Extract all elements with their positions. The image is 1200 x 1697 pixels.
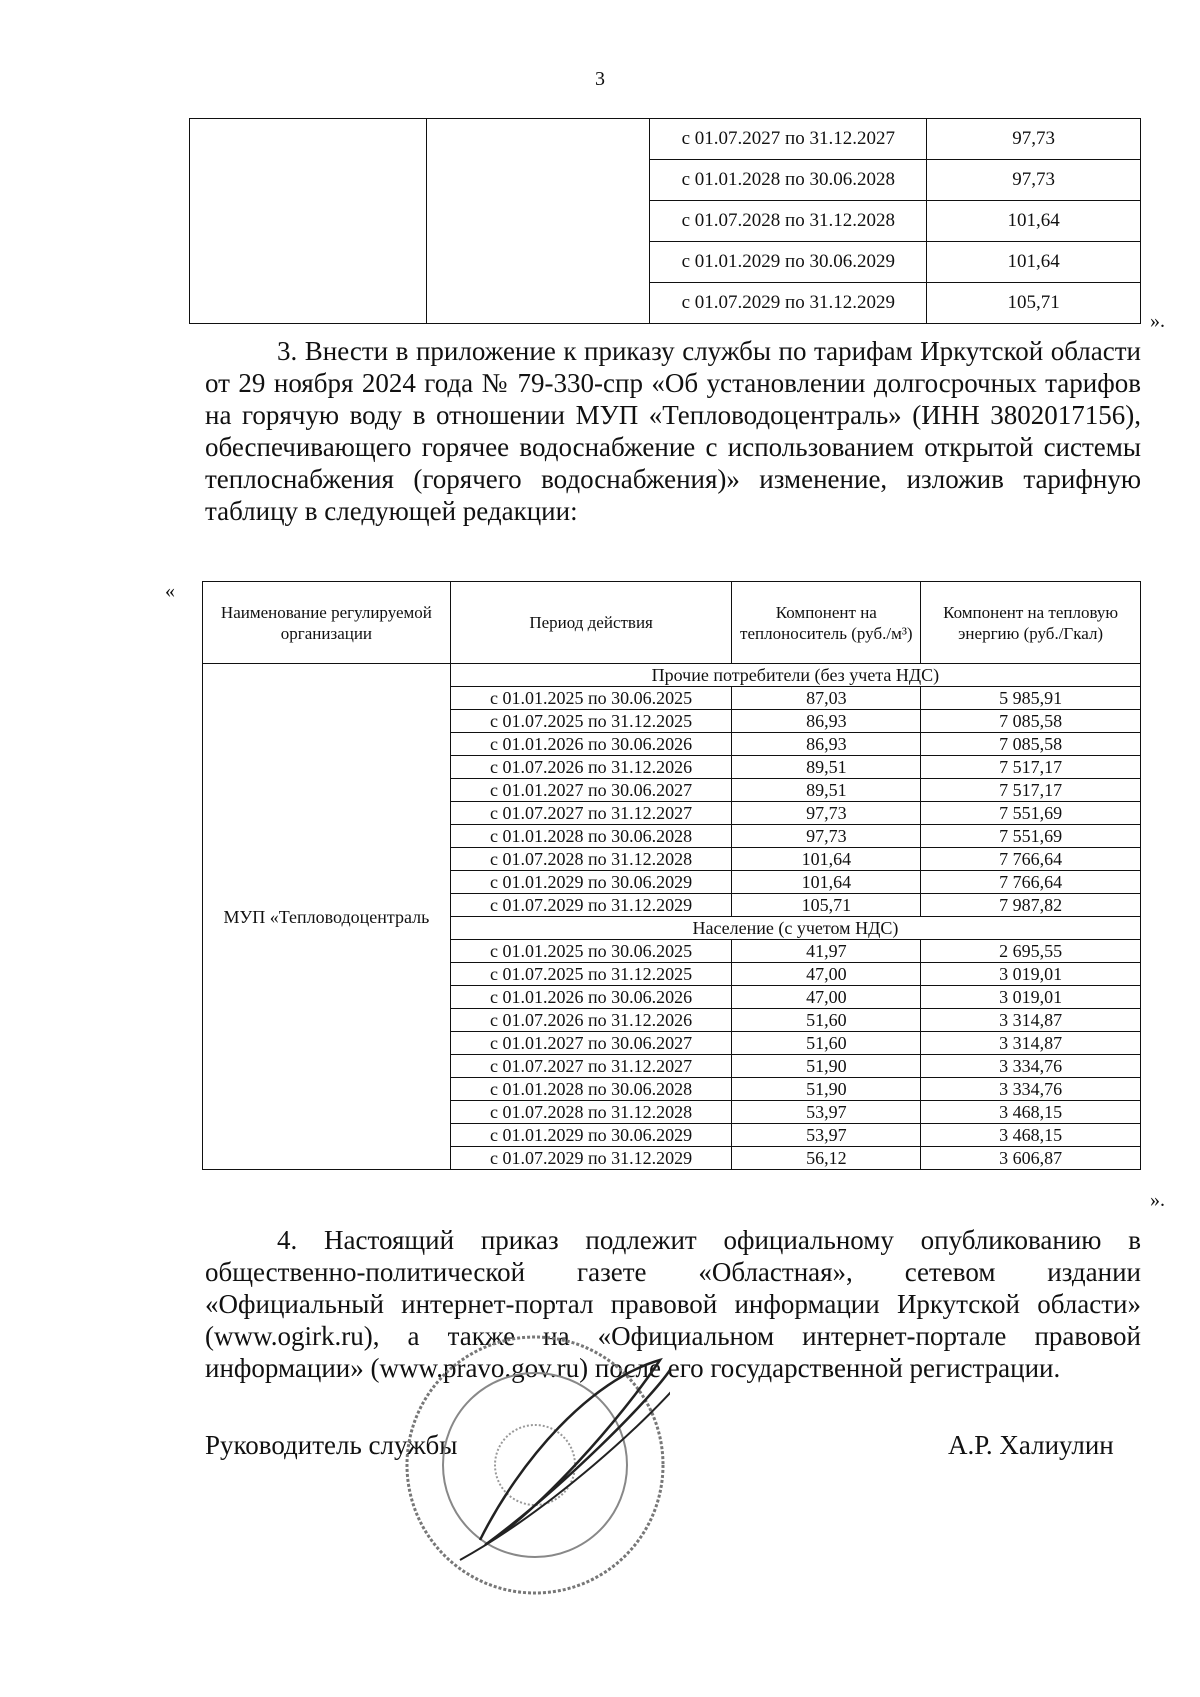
group-title-row	[203, 664, 1141, 687]
value-cell: 101,64	[927, 201, 1141, 242]
energy-cell: 7 766,64	[921, 848, 1141, 871]
period-cell: с 01.07.2027 по 31.12.2027	[450, 802, 732, 825]
energy-cell: 7 085,58	[921, 733, 1141, 756]
energy-cell: 3 314,87	[921, 1032, 1141, 1055]
period-cell: с 01.07.2027 по 31.12.2027	[450, 1055, 732, 1078]
official-stamp-icon	[400, 1330, 670, 1600]
carrier-cell: 89,51	[732, 779, 921, 802]
period-cell: с 01.01.2025 по 30.06.2025	[450, 940, 732, 963]
carrier-cell: 51,60	[732, 1032, 921, 1055]
carrier-cell: 87,03	[732, 687, 921, 710]
energy-cell: 3 468,15	[921, 1124, 1141, 1147]
energy-cell: 5 985,91	[921, 687, 1141, 710]
paragraph-3: 3. Внести в приложение к приказу службы по тарифам Иркутской области от 29 ноября 2024 года № 79-330-спр «Об установлении долгосрочных тарифов на горячую воду в отношении МУП «Тепловодоцентраль» (ИНН 3802017156), обеспечивающего горячее водоснабжение с использованием открытой системы теплоснабжения (горячего водоснабжения)» изменение, изложив тарифную таблицу в следующей редакции:	[205, 336, 1141, 526]
energy-cell: 3 019,01	[921, 963, 1141, 986]
carrier-cell: 101,64	[732, 848, 921, 871]
period-cell: с 01.01.2029 по 30.06.2029	[450, 1124, 732, 1147]
energy-cell: 7 085,58	[921, 710, 1141, 733]
carrier-cell: 47,00	[732, 986, 921, 1009]
closing-quote-2: ».	[1150, 1189, 1165, 1211]
carrier-cell: 97,73	[732, 802, 921, 825]
period-cell: с 01.07.2027 по 31.12.2027	[650, 119, 927, 160]
empty-org-cell	[190, 119, 427, 324]
energy-cell: 7 766,64	[921, 871, 1141, 894]
carrier-cell: 53,97	[732, 1101, 921, 1124]
top-tariff-table-continuation	[189, 118, 1141, 324]
carrier-cell: 89,51	[732, 756, 921, 779]
period-cell: с 01.01.2026 по 30.06.2026	[450, 986, 732, 1009]
carrier-cell: 41,97	[732, 940, 921, 963]
energy-cell: 7 517,17	[921, 756, 1141, 779]
top-table-row	[190, 119, 1141, 160]
value-cell: 105,71	[927, 283, 1141, 324]
signature-position: Руководитель службы	[205, 1430, 458, 1460]
header-org: Наименование регулируемой организации	[203, 582, 451, 664]
carrier-cell: 97,73	[732, 825, 921, 848]
period-cell: с 01.07.2028 по 31.12.2028	[450, 1101, 732, 1124]
value-cell: 97,73	[927, 160, 1141, 201]
energy-cell: 7 517,17	[921, 779, 1141, 802]
value-cell: 101,64	[927, 242, 1141, 283]
opening-quote: «	[165, 580, 175, 602]
signature-name: А.Р. Халиулин	[948, 1430, 1114, 1460]
period-cell: с 01.01.2029 по 30.06.2029	[650, 242, 927, 283]
period-cell: с 01.07.2028 по 31.12.2028	[650, 201, 927, 242]
closing-quote: ».	[1150, 310, 1165, 332]
energy-cell: 3 468,15	[921, 1101, 1141, 1124]
header-energy: Компонент на тепловую энергию (руб./Гкал)	[921, 582, 1141, 664]
value-cell: 97,73	[927, 119, 1141, 160]
energy-cell: 7 551,69	[921, 825, 1141, 848]
carrier-cell: 101,64	[732, 871, 921, 894]
period-cell: с 01.01.2029 по 30.06.2029	[450, 871, 732, 894]
empty-cell	[426, 119, 650, 324]
period-cell: с 01.01.2028 по 30.06.2028	[650, 160, 927, 201]
carrier-cell: 51,60	[732, 1009, 921, 1032]
period-cell: с 01.07.2029 по 31.12.2029	[450, 1147, 732, 1170]
energy-cell: 3 606,87	[921, 1147, 1141, 1170]
paragraph-4: 4. Настоящий приказ подлежит официальному опубликованию в общественно-политической газете «Областная», сетевом издании «Официальный интернет-портал правовой информации Иркутской области» (www.ogirk.ru), а также на «Официальном интернет-портале правовой информации» (www.pravo.gov.ru) после его государственной регистрации.	[205, 1225, 1141, 1383]
energy-cell: 2 695,55	[921, 940, 1141, 963]
period-cell: с 01.01.2026 по 30.06.2026	[450, 733, 732, 756]
header-carrier: Компонент на теплоноситель (руб./м³)	[732, 582, 921, 664]
carrier-cell: 56,12	[732, 1147, 921, 1170]
period-cell: с 01.01.2028 по 30.06.2028	[450, 825, 732, 848]
carrier-cell: 105,71	[732, 894, 921, 917]
energy-cell: 3 019,01	[921, 986, 1141, 1009]
period-cell: с 01.01.2028 по 30.06.2028	[450, 1078, 732, 1101]
energy-cell: 7 551,69	[921, 802, 1141, 825]
group-title: Прочие потребители (без учета НДС)	[450, 664, 1140, 687]
period-cell: с 01.07.2026 по 31.12.2026	[450, 756, 732, 779]
energy-cell: 7 987,82	[921, 894, 1141, 917]
period-cell: с 01.07.2029 по 31.12.2029	[650, 283, 927, 324]
carrier-cell: 86,93	[732, 710, 921, 733]
period-cell: с 01.01.2027 по 30.06.2027	[450, 1032, 732, 1055]
period-cell: с 01.07.2025 по 31.12.2025	[450, 710, 732, 733]
group-title: Население (с учетом НДС)	[450, 917, 1140, 940]
carrier-cell: 51,90	[732, 1055, 921, 1078]
organization-cell: МУП «Тепловодоцентраль	[203, 664, 451, 1170]
carrier-cell: 47,00	[732, 963, 921, 986]
period-cell: с 01.07.2026 по 31.12.2026	[450, 1009, 732, 1032]
period-cell: с 01.01.2025 по 30.06.2025	[450, 687, 732, 710]
carrier-cell: 86,93	[732, 733, 921, 756]
period-cell: с 01.07.2029 по 31.12.2029	[450, 894, 732, 917]
tariff-table	[202, 581, 1141, 1170]
page-number: 3	[595, 68, 605, 90]
period-cell: с 01.07.2028 по 31.12.2028	[450, 848, 732, 871]
energy-cell: 3 314,87	[921, 1009, 1141, 1032]
period-cell: с 01.01.2027 по 30.06.2027	[450, 779, 732, 802]
carrier-cell: 53,97	[732, 1124, 921, 1147]
header-period: Период действия	[450, 582, 732, 664]
energy-cell: 3 334,76	[921, 1078, 1141, 1101]
period-cell: с 01.07.2025 по 31.12.2025	[450, 963, 732, 986]
energy-cell: 3 334,76	[921, 1055, 1141, 1078]
carrier-cell: 51,90	[732, 1078, 921, 1101]
